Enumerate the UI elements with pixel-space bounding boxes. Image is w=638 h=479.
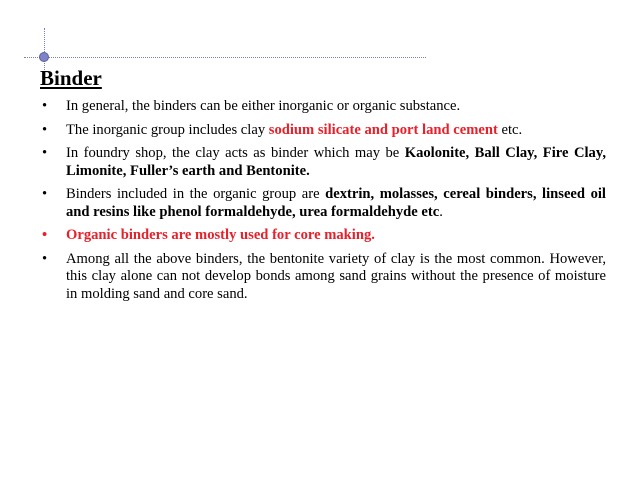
bullet-3-text: In foundry shop, the clay acts as binder which may be (66, 145, 405, 161)
bullet-2-highlight: sodium silicate and port land cement (268, 121, 498, 138)
bullet-4-text: Binders included in the organic group are (66, 186, 326, 202)
bullet-icon: • (42, 121, 48, 138)
bullet-icon: • (42, 98, 48, 114)
bullet-item-6 (40, 251, 606, 304)
bullet-5-text: Organic binders are mostly used for core making. (66, 227, 375, 243)
decorative-dot-icon (39, 52, 49, 62)
bullet-item-2 (40, 122, 606, 140)
bullet-4-bold: dextrin, molasses, cereal binders, linseed oil and resins like phenol formaldehyde, urea formaldehyde etc (66, 186, 606, 220)
bullet-item-5 (40, 227, 606, 245)
slide-title: Binder (40, 66, 102, 90)
bullet-icon: • (42, 145, 48, 161)
decorative-horizontal-rule (24, 57, 426, 58)
bullet-item-4 (40, 186, 606, 221)
bullet-4-tail: . (439, 203, 443, 220)
bullet-list (40, 98, 606, 309)
bullet-item-1 (40, 98, 606, 116)
bullet-item-3 (40, 145, 606, 180)
bullet-icon: • (42, 186, 48, 202)
bullet-icon: • (42, 250, 48, 267)
bullet-2-tail: etc. (497, 121, 523, 138)
bullet-2-text: The inorganic group includes clay (66, 121, 269, 138)
bullet-3-bold: Kaolonite, Ball Clay, Fire Clay, Limonite, Fuller’s earth and Bentonite. (66, 145, 606, 179)
bullet-icon: • (42, 227, 48, 243)
bullet-1-text: In general, the binders can be either inorganic or organic substance. (66, 98, 461, 114)
bullet-6-text: Among all the above binders, the bentonite variety of clay is the most common. However, this clay alone can not develop bonds among sand grains without the presence of moisture in molding sand and core sand. (66, 250, 606, 302)
